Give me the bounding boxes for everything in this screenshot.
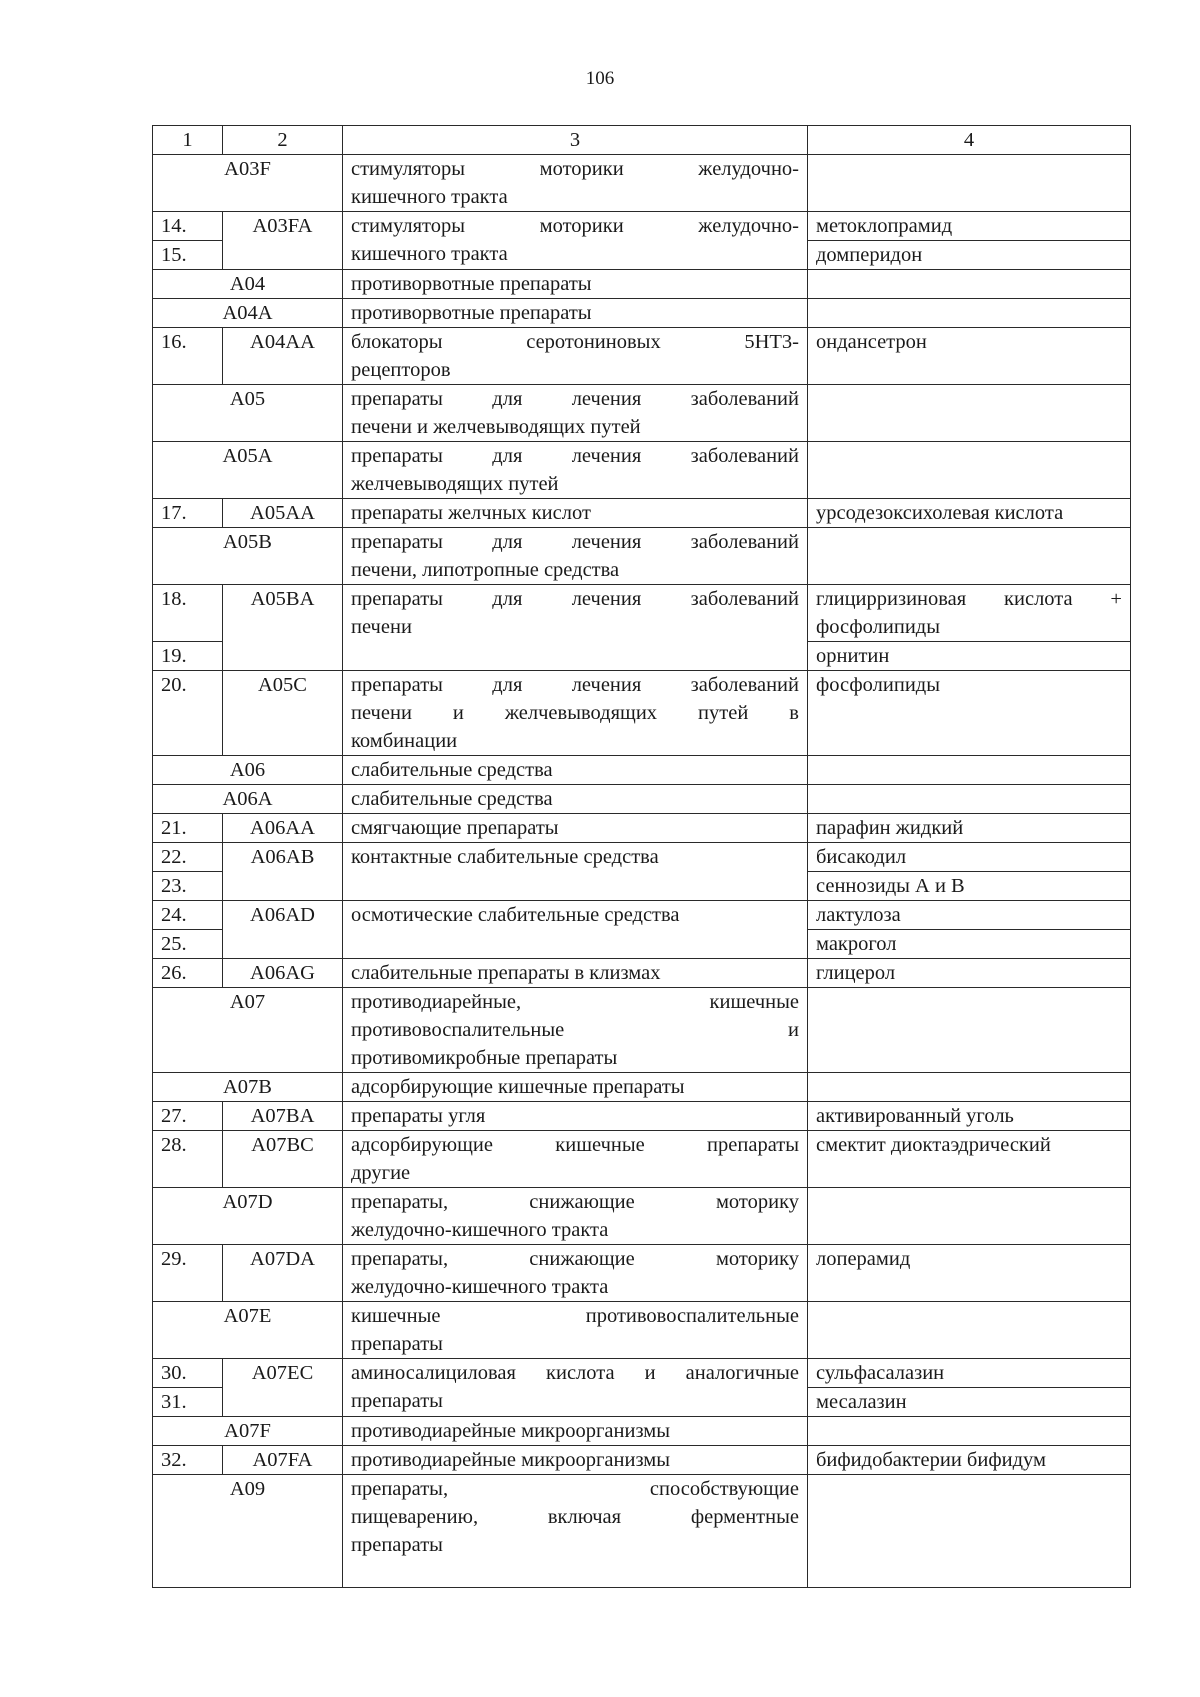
table-row xyxy=(153,671,1131,756)
drug-name: смектит диоктаэдрический xyxy=(808,1131,1131,1188)
drug-name xyxy=(808,988,1131,1073)
drug-name xyxy=(808,270,1131,299)
group-description xyxy=(343,814,808,843)
atc-code: A06A xyxy=(153,785,343,814)
text-line: другие xyxy=(351,1162,411,1184)
drug-name: бисакодил xyxy=(808,843,1131,872)
atc-code: A04AA xyxy=(223,328,343,385)
text-line: противорвотные препараты xyxy=(351,302,592,324)
text-line: слабительные средства xyxy=(351,759,553,781)
atc-code: A05A xyxy=(153,442,343,499)
text-line: препараты для лечения заболеваний xyxy=(351,588,799,610)
text-line: желудочно-кишечного тракта xyxy=(351,1219,609,1241)
group-description xyxy=(343,299,808,328)
group-row xyxy=(153,155,1131,212)
group-description xyxy=(343,499,808,528)
text-line: адсорбирующие кишечные препараты xyxy=(351,1076,685,1098)
drug-name: лоперамид xyxy=(808,1245,1131,1302)
group-description xyxy=(343,1245,808,1302)
text-line: печени и желчевыводящих путей в xyxy=(351,702,799,724)
text-line: печени и желчевыводящих путей xyxy=(351,416,641,438)
drug-name: активированный уголь xyxy=(808,1102,1131,1131)
table-row xyxy=(153,814,1131,843)
drug-name: орнитин xyxy=(808,642,1131,671)
text-line: препараты для лечения заболеваний xyxy=(351,531,799,553)
atc-code: A07E xyxy=(153,1302,343,1359)
row-number: 28. xyxy=(153,1131,223,1188)
drug-name: фосфолипиды xyxy=(808,671,1131,756)
table-row xyxy=(153,959,1131,988)
text-line: противодиарейные микроорганизмы xyxy=(351,1449,671,1471)
drug-name xyxy=(808,1302,1131,1359)
text-line: пищеварению, включая ферментные xyxy=(351,1506,799,1528)
atc-code: A05AA xyxy=(223,499,343,528)
group-row xyxy=(153,1302,1131,1359)
table-row xyxy=(153,1359,1131,1388)
atc-code: A07D xyxy=(153,1188,343,1245)
drug-name: парафин жидкий xyxy=(808,814,1131,843)
drug-name: глицерол xyxy=(808,959,1131,988)
atc-code: A03FA xyxy=(223,212,343,270)
table-row xyxy=(153,901,1131,930)
atc-code: A06AA xyxy=(223,814,343,843)
row-number: 16. xyxy=(153,328,223,385)
row-number: 21. xyxy=(153,814,223,843)
table-row xyxy=(153,1131,1131,1188)
row-number: 32. xyxy=(153,1446,223,1475)
table-header-row xyxy=(153,126,1131,155)
group-description xyxy=(343,959,808,988)
group-description xyxy=(343,212,808,270)
drug-name xyxy=(808,785,1131,814)
drug-name xyxy=(808,756,1131,785)
text-line: стимуляторы моторики желудочно- xyxy=(351,158,799,180)
group-row xyxy=(153,528,1131,585)
group-description xyxy=(343,155,808,212)
text-line: препараты угля xyxy=(351,1105,486,1127)
atc-code: A07BC xyxy=(223,1131,343,1188)
table-row xyxy=(153,1245,1131,1302)
table-row xyxy=(153,212,1131,241)
text-line: глицирризиновая кислота + xyxy=(816,588,1122,610)
text-line: смягчающие препараты xyxy=(351,817,559,839)
group-description xyxy=(343,585,808,671)
row-number: 17. xyxy=(153,499,223,528)
atc-code: A06 xyxy=(153,756,343,785)
group-row xyxy=(153,385,1131,442)
drug-name: сульфасалазин xyxy=(808,1359,1131,1388)
row-number: 24. xyxy=(153,901,223,930)
group-description xyxy=(343,1102,808,1131)
row-number: 14. xyxy=(153,212,223,241)
group-description xyxy=(343,843,808,901)
group-description xyxy=(343,385,808,442)
drug-name xyxy=(808,442,1131,499)
text-line: кишечного тракта xyxy=(351,243,508,265)
text-line: кишечного тракта xyxy=(351,186,508,208)
header-cell-4: 4 xyxy=(808,126,1131,155)
text-line: противодиарейные микроорганизмы xyxy=(351,1420,671,1442)
atc-code: A07 xyxy=(153,988,343,1073)
row-number: 31. xyxy=(153,1388,223,1417)
group-description xyxy=(343,988,808,1073)
text-line: препараты xyxy=(351,1390,443,1412)
table-row xyxy=(153,585,1131,642)
table-row xyxy=(153,499,1131,528)
atc-code: A07FA xyxy=(223,1446,343,1475)
table-row xyxy=(153,328,1131,385)
group-description xyxy=(343,756,808,785)
group-description xyxy=(343,442,808,499)
text-line: препараты, снижающие моторику xyxy=(351,1248,799,1270)
drug-name xyxy=(808,385,1131,442)
text-line: противовоспалительные и xyxy=(351,1019,799,1041)
group-description xyxy=(343,1302,808,1359)
row-number: 30. xyxy=(153,1359,223,1388)
drug-name: бифидобактерии бифидум xyxy=(808,1446,1131,1475)
atc-code: A05B xyxy=(153,528,343,585)
group-description xyxy=(343,1131,808,1188)
drug-name xyxy=(808,1073,1131,1102)
group-row xyxy=(153,1188,1131,1245)
atc-code: A07B xyxy=(153,1073,343,1102)
group-description xyxy=(343,1359,808,1417)
text-line: противорвотные препараты xyxy=(351,273,592,295)
atc-code: A07BA xyxy=(223,1102,343,1131)
drug-name: лактулоза xyxy=(808,901,1131,930)
group-row xyxy=(153,1475,1131,1588)
row-number: 27. xyxy=(153,1102,223,1131)
text-line: препараты xyxy=(351,1333,443,1355)
atc-code: A07DA xyxy=(223,1245,343,1302)
group-row xyxy=(153,756,1131,785)
text-line: комбинации xyxy=(351,730,458,752)
text-line: желудочно-кишечного тракта xyxy=(351,1276,609,1298)
row-number: 25. xyxy=(153,930,223,959)
text-line: препараты желчных кислот xyxy=(351,502,591,524)
text-line: кишечные противовоспалительные xyxy=(351,1305,799,1327)
drug-name xyxy=(808,299,1131,328)
header-cell-3: 3 xyxy=(343,126,808,155)
text-line: противомикробные препараты xyxy=(351,1047,618,1069)
atc-code: A06AG xyxy=(223,959,343,988)
row-number: 19. xyxy=(153,642,223,671)
text-line: печени, липотропные средства xyxy=(351,559,620,581)
atc-code: A06AD xyxy=(223,901,343,959)
atc-code: A03F xyxy=(153,155,343,212)
atc-code: A09 xyxy=(153,1475,343,1588)
text-line: аминосалициловая кислота и аналогичные xyxy=(351,1362,799,1384)
row-number: 26. xyxy=(153,959,223,988)
group-description xyxy=(343,785,808,814)
group-row xyxy=(153,270,1131,299)
atc-code: A04A xyxy=(153,299,343,328)
atc-code: A05BA xyxy=(223,585,343,671)
drug-name: сеннозиды А и В xyxy=(808,872,1131,901)
drug-name xyxy=(808,528,1131,585)
page-number: 106 xyxy=(585,68,615,89)
atc-code: A04 xyxy=(153,270,343,299)
text-line: контактные слабительные средства xyxy=(351,846,659,868)
drug-name: ондансетрон xyxy=(808,328,1131,385)
table-row xyxy=(153,1102,1131,1131)
drug-name: метоклопрамид xyxy=(808,212,1131,241)
atc-code: A07EC xyxy=(223,1359,343,1417)
group-description xyxy=(343,528,808,585)
row-number: 23. xyxy=(153,872,223,901)
group-description xyxy=(343,328,808,385)
text-line: печени xyxy=(351,616,412,638)
row-number: 18. xyxy=(153,585,223,642)
row-number: 29. xyxy=(153,1245,223,1302)
text-line: препараты для лечения заболеваний xyxy=(351,674,799,696)
row-number: 22. xyxy=(153,843,223,872)
text-line: слабительные препараты в клизмах xyxy=(351,962,661,984)
group-description xyxy=(343,270,808,299)
text-line: блокаторы серотониновых 5HT3- xyxy=(351,331,799,353)
text-line: желчевыводящих путей xyxy=(351,473,559,495)
text-line: стимуляторы моторики желудочно- xyxy=(351,215,799,237)
text-line: препараты, снижающие моторику xyxy=(351,1191,799,1213)
drug-name xyxy=(808,1475,1131,1588)
drug-classification-table xyxy=(152,125,1131,1588)
group-description xyxy=(343,671,808,756)
group-row xyxy=(153,988,1131,1073)
group-row xyxy=(153,299,1131,328)
atc-code: A05C xyxy=(223,671,343,756)
table-row xyxy=(153,1446,1131,1475)
drug-name xyxy=(808,585,1131,642)
text-line: осмотические слабительные средства xyxy=(351,904,680,926)
text-line: противодиарейные, кишечные xyxy=(351,991,799,1013)
text-line: рецепторов xyxy=(351,359,451,381)
text-line: препараты для лечения заболеваний xyxy=(351,445,799,467)
drug-name: макрогол xyxy=(808,930,1131,959)
text-line: препараты, способствующие xyxy=(351,1478,799,1500)
group-row xyxy=(153,785,1131,814)
drug-name xyxy=(808,155,1131,212)
table-row xyxy=(153,843,1131,872)
drug-name xyxy=(808,1188,1131,1245)
row-number: 15. xyxy=(153,241,223,270)
text-line: препараты для лечения заболеваний xyxy=(351,388,799,410)
group-description xyxy=(343,1417,808,1446)
text-line: слабительные средства xyxy=(351,788,553,810)
group-description xyxy=(343,1446,808,1475)
drug-name xyxy=(808,1417,1131,1446)
group-row xyxy=(153,1417,1131,1446)
row-number: 20. xyxy=(153,671,223,756)
group-description xyxy=(343,1188,808,1245)
atc-code: A07F xyxy=(153,1417,343,1446)
header-cell-1: 1 xyxy=(153,126,223,155)
group-row xyxy=(153,442,1131,499)
header-cell-2: 2 xyxy=(223,126,343,155)
text-line: фосфолипиды xyxy=(816,616,941,638)
group-row xyxy=(153,1073,1131,1102)
atc-code: A05 xyxy=(153,385,343,442)
group-description xyxy=(343,1073,808,1102)
group-description xyxy=(343,901,808,959)
drug-name: урсодезоксихолевая кислота xyxy=(808,499,1131,528)
group-description xyxy=(343,1475,808,1588)
text-line: адсорбирующие кишечные препараты xyxy=(351,1134,799,1156)
text-line: препараты xyxy=(351,1534,443,1556)
drug-name: месалазин xyxy=(808,1388,1131,1417)
atc-code: A06AB xyxy=(223,843,343,901)
drug-name: домперидон xyxy=(808,241,1131,270)
